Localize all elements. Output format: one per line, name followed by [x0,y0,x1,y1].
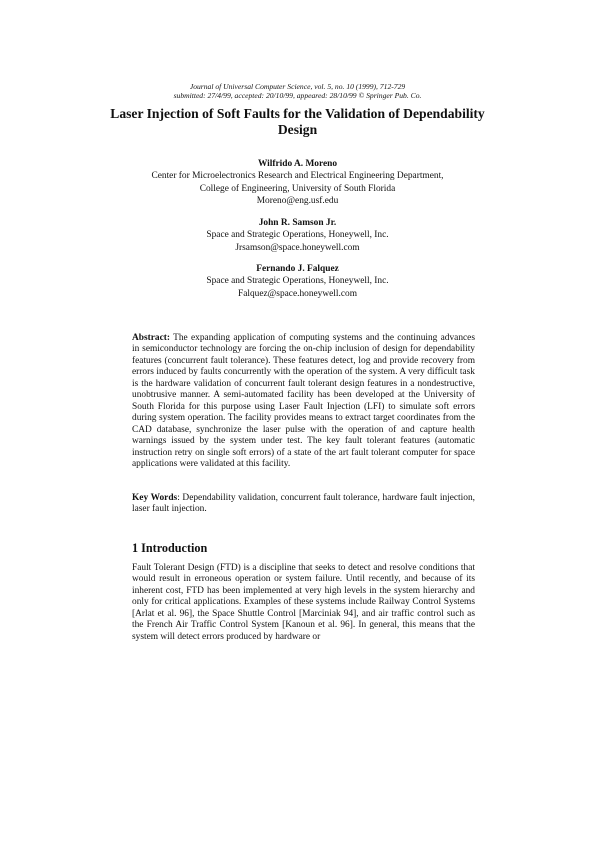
section-heading: 1 Introduction [132,541,208,555]
section-body: Fault Tolerant Design (FTD) is a discipline that seeks to detect and resolve conditions that would result in erroneous operation or system failure. Until recently, and because of its inherent cost, FTD has been implemented at very high levels in the system hierarchy and only for critical applications. Examples of these systems include Railway Control Systems [Arlat et al. 96], the Space Shuttle Control [Marciniak 94], and air traffic control such as the French Air Traffic Control System [Kanoun et al. 96]. In general, this means that the system will detect errors produced by hardware or [132,563,475,642]
journal-citation: Journal of Universal Computer Science, vol. 5, no. 10 (1999), 712-729 [189,82,406,91]
abstract-label: Abstract: [132,333,171,343]
keywords [132,493,475,516]
author-block-3 [0,263,595,300]
author-name: Wilfrido A. Moreno [257,159,338,169]
author-email: Jrsamson@space.honeywell.com [235,242,360,253]
author-name: Fernando J. Falquez [256,264,339,274]
abstract-text: The expanding application of computing systems and the continuing advances in semiconductor technology are forcing the on-chip inclusion of design for dependability features (concurrent fault tolerance). These features detect, log and provide recovery from errors induced by faults concurrently with the operation of the system. A very difficult task is the hardware validation of concurrent fault tolerant design features in a nondestructive, unobtrusive manner. A semi-automated facility has been developed at the University of South Florida for this purpose using Laser Fault Injection (LFI) to simulate soft errors during system operation. The facility provides means to extract target coordinates from the CAD database, synchronize the laser pulse with the operation of and capture health warnings issued by the system under test. The key fault tolerant features (automatic instruction retry on single soft errors) of a state of the art fault tolerant computer for space applications were validated at this facility. [132,333,475,469]
journal-header [0,82,595,100]
author-block-2 [0,217,595,254]
keywords-text: : Dependability validation, concurrent fault tolerance, hardware fault injection, laser fault injection. [132,493,475,515]
author-affiliation: College of Engineering, University of South Florida [199,183,396,194]
author-affiliation: Space and Strategic Operations, Honeywell, Inc. [206,276,389,287]
author-email: Moreno@eng.usf.edu [256,196,339,207]
submission-dates: submitted: 27/4/99, accepted: 20/10/99, appeared: 28/10/99 © Springer Pub. Co. [173,91,422,100]
paper-title: Laser Injection of Soft Faults for the Validation of Dependability Design [110,106,485,137]
author-affiliation: Center for Microelectronics Research and Electrical Engineering Department, [151,171,444,182]
keywords-label: Key Words [132,493,178,503]
abstract [132,333,475,470]
author-name: John R. Samson Jr. [258,218,337,228]
author-block-1 [0,158,595,208]
author-affiliation: Space and Strategic Operations, Honeywell, Inc. [206,230,389,241]
author-email: Falquez@space.honeywell.com [237,288,357,299]
